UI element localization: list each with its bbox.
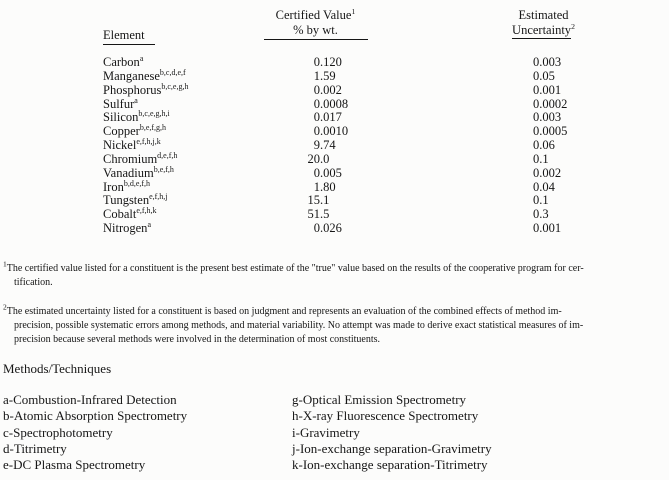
uncertainty-cell: 0.1 <box>533 151 549 166</box>
element-name: Cobalt <box>103 207 137 222</box>
element-method-refs: e,f,h,k <box>136 206 157 216</box>
element-name: Phosphorus <box>103 82 162 97</box>
uncertainty-cell: 0.05 <box>533 68 555 83</box>
certified-value-cell: 0.017 <box>313 110 342 125</box>
footnote-line: precision, possible systematic errors among methods, and material variability. No attempt was made to derive exact statistical measures of im- <box>14 320 584 331</box>
table-body <box>0 53 669 236</box>
element-name: Copper <box>103 124 140 139</box>
method-item: a-Combustion-Infrared Detection <box>3 392 177 407</box>
uncertainty-cell: 0.002 <box>533 165 562 180</box>
method-item: d-Titrimetry <box>3 440 67 456</box>
element-name: Carbon <box>103 55 140 69</box>
certified-value-cell: 0.002 <box>313 82 342 97</box>
element-method-refs: b,d,e,f,h <box>123 178 151 188</box>
certified-value-cell: 0.005 <box>313 165 342 180</box>
uncertainty-cell: 0.003 <box>533 55 562 69</box>
method-item: b-Atomic Absorption Spectrometry <box>3 408 188 424</box>
table-row <box>0 111 669 125</box>
footnote-marker: 1 <box>3 259 7 269</box>
element-cell <box>103 53 144 70</box>
element-name: Manganese <box>103 68 160 83</box>
certified-value-cell: 15.1 <box>307 193 330 208</box>
column-header-uncertainty <box>480 8 607 38</box>
element-method-refs: e,f,h,j,k <box>136 136 161 146</box>
uncertainty-cell: 0.3 <box>533 207 549 222</box>
method-item: i-Gravimetry <box>292 424 360 440</box>
footnote-line: tification. <box>14 277 53 288</box>
element-method-refs: e,f,h,j <box>149 192 168 202</box>
table-row <box>0 219 669 236</box>
table-row <box>0 53 669 70</box>
uncertainty-header-line <box>480 23 607 38</box>
column-header-certified-value <box>248 8 383 40</box>
uncertainty-cell: 0.0005 <box>533 124 568 139</box>
method-item: c-Spectrophotometry <box>3 424 113 440</box>
element-name: Tungsten <box>103 193 150 208</box>
footnote-marker: 2 <box>3 302 7 312</box>
element-method-refs: b,c,d,e,f <box>159 67 186 77</box>
uncertainty-cell: 0.003 <box>533 110 562 125</box>
element-name: Vanadium <box>103 165 154 180</box>
footnote-line: precision because several methods were involved in the determination of most constituents. <box>14 334 381 345</box>
methods-list-left <box>3 392 187 473</box>
certified-value-cell: 51.5 <box>307 207 330 222</box>
certified-value-cell: 0.0010 <box>313 124 349 139</box>
uncertainty-cell: 0.001 <box>533 221 562 236</box>
footnote-ref-2: 2 <box>571 21 575 31</box>
certified-value-cell: 1.80 <box>313 179 336 194</box>
method-item: j-Ion-exchange separation-Gravimetry <box>292 440 492 456</box>
table-row <box>0 67 669 84</box>
uncertainty-cell: 0.06 <box>533 138 555 153</box>
certified-value-cell: 0.0008 <box>313 96 349 111</box>
element-name: Nickel <box>103 138 137 153</box>
certified-value-cell: 20.0 <box>307 151 330 166</box>
uncertainty-cell: 0.04 <box>533 179 555 194</box>
certified-value-cell: 0.026 <box>313 221 342 236</box>
uncertainty-cell: 0.001 <box>533 82 562 97</box>
certified-value-label: Certified Value <box>275 8 352 22</box>
element-method-refs: a <box>134 95 138 105</box>
element-method-refs: d,e,f,h <box>157 150 178 160</box>
uncertainty-cell: 0.0002 <box>533 96 568 111</box>
element-method-refs: a <box>147 219 151 229</box>
element-name: Nitrogen <box>103 221 148 236</box>
certified-value-cell: 0.120 <box>313 55 342 69</box>
table-row <box>0 208 669 222</box>
table-row <box>0 178 669 195</box>
footnote-line: $^2$The estimated uncertainty listed for a constituent is based on judgment and represents an evaluation of the combined effects of method im- <box>3 302 562 317</box>
certified-value-cell: 9.74 <box>313 138 336 153</box>
element-header-label: Element <box>103 28 155 45</box>
certified-value-cell: 1.59 <box>313 68 336 83</box>
column-header-element <box>103 28 155 45</box>
table-row <box>0 95 669 112</box>
estimated-label: Estimated <box>518 8 569 22</box>
element-method-refs: b,c,e,g,h <box>161 81 189 91</box>
footnote-ref-1: 1 <box>351 6 356 16</box>
table-row <box>0 150 669 167</box>
method-item: h-X-ray Fluorescence Spectrometry <box>292 408 479 424</box>
element-method-refs: b,e,f,g,h <box>139 123 167 133</box>
element-cell <box>103 81 189 98</box>
method-item: k-Ion-exchange separation-Titrimetry <box>292 457 488 473</box>
percent-by-wt-label: % by wt. <box>264 23 368 40</box>
table-row <box>0 81 669 98</box>
table-row <box>0 125 669 139</box>
element-method-refs: a <box>139 53 144 63</box>
methods-list-right <box>292 392 492 473</box>
element-method-refs: b,c,e,g,h,i <box>138 109 170 119</box>
method-item: g-Optical Emission Spectrometry <box>292 392 467 407</box>
element-cell <box>103 219 151 236</box>
footnote-2 <box>3 302 667 347</box>
element-name: Sulfur <box>103 96 135 111</box>
table-row <box>0 164 669 181</box>
element-name: Silicon <box>103 110 139 125</box>
element-method-refs: b,e,f,h <box>153 164 174 174</box>
certified-value-header-line <box>248 8 383 23</box>
element-name: Chromium <box>103 151 158 166</box>
footnote-1 <box>3 259 667 290</box>
table-row <box>0 136 669 153</box>
uncertainty-label: Uncertainty <box>512 23 572 37</box>
footnote-line: $^1$The certified value listed for a constituent is the present best estimate of the "true" value based on the results of the cooperative program for cer- <box>3 259 584 274</box>
element-name: Iron <box>103 179 124 194</box>
table-row <box>0 194 669 208</box>
element-cell <box>103 136 161 153</box>
methods-techniques-heading: Methods/Techniques <box>3 361 112 376</box>
method-item: e-DC Plasma Spectrometry <box>3 457 146 473</box>
uncertainty-cell: 0.1 <box>533 193 549 208</box>
